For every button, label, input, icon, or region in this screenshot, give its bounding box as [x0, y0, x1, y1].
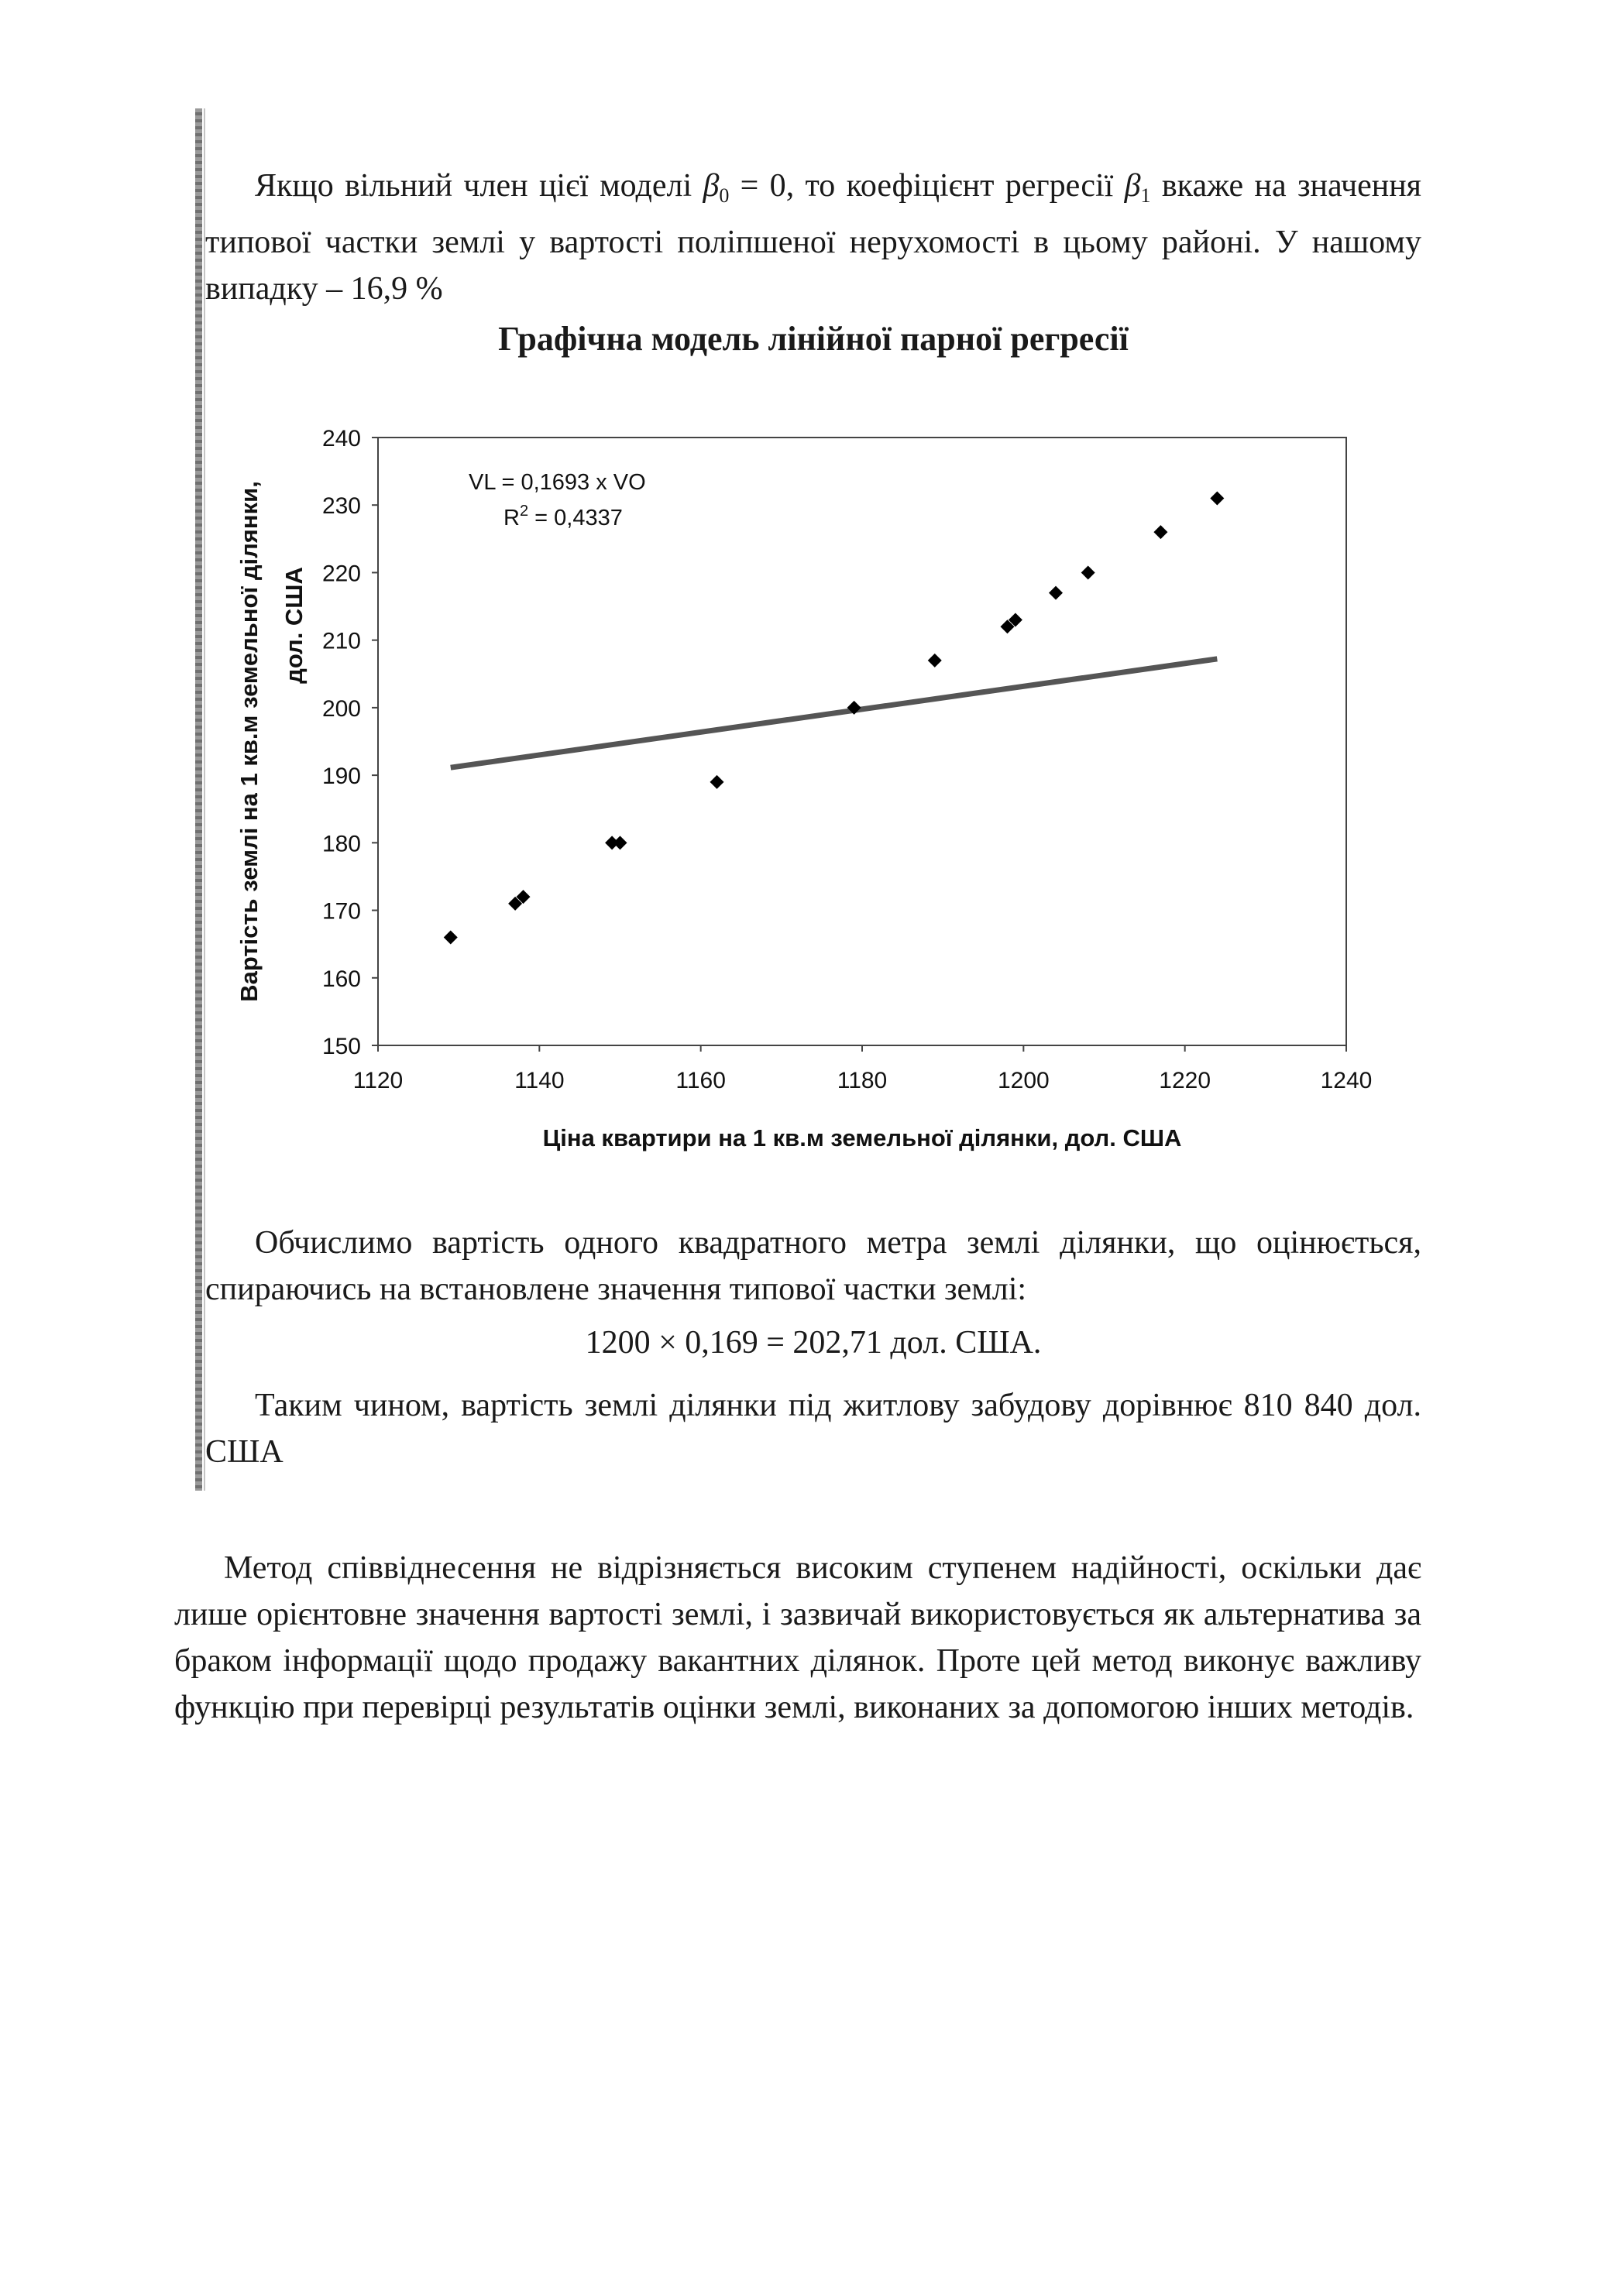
plot-area-border [378, 438, 1346, 1045]
y-tick-label: 160 [321, 966, 361, 992]
y-tick-label: 240 [321, 426, 361, 451]
paragraph-regression-coefficient [205, 163, 1421, 312]
paragraph-1-text-b: , то коефіцієнт регресії [785, 168, 1125, 204]
y-tick-label: 170 [321, 898, 361, 925]
paragraph-2-text: Обчислимо вартість одного квадратного метра землі ділянки, що оцінюється, спираючись на встановлене значення типової частки землі: [205, 1225, 1421, 1307]
margin-scan-bar [195, 108, 202, 1491]
chart-layer [235, 426, 1372, 1151]
paragraph-calculation-intro [205, 1220, 1421, 1313]
x-axis-label: Ціна квартири на 1 кв.м земельної ділянки, дол. США [542, 1124, 1182, 1151]
paragraph-conclusion [205, 1382, 1421, 1475]
beta0-formula: $\beta_0 = 0$ [703, 168, 786, 207]
r-squared-label: $R^2 = 0,4337$ [503, 503, 623, 530]
x-tick-label: 1120 [352, 1068, 404, 1093]
paragraph-method-assessment [174, 1545, 1421, 1731]
y-axis-label-line-1: Вартість землі на 1 кв.м земельної ділянки, [235, 481, 263, 1002]
beta1-formula: $\beta_1$ [1124, 168, 1151, 207]
y-tick-label: 150 [321, 1034, 361, 1059]
paragraph-3-text: Таким чином, вартість землі ділянки під житлову забудову дорівнює 810 840 дол. США [205, 1388, 1421, 1470]
y-tick-label: 210 [321, 628, 361, 654]
calculation-formula: 1200 × 0,169 = 202,71 дол. США. [585, 1325, 1042, 1361]
x-tick-label: 1180 [837, 1068, 888, 1093]
y-tick-label: 190 [321, 764, 361, 790]
x-tick-label: 1220 [1159, 1068, 1211, 1093]
y-tick-label: 200 [321, 695, 361, 722]
regression-equation: VL = 0,1693 x VO [469, 470, 646, 495]
paragraph-1-text-a: Якщо вільний член цієї моделі [255, 168, 703, 204]
y-tick-label: 230 [321, 493, 361, 520]
chart-title: Графічна модель лінійної парної регресії [498, 320, 1129, 358]
x-tick-label: 1200 [997, 1068, 1050, 1093]
y-tick-label: 180 [321, 831, 361, 857]
paragraph-4-text: Метод співвіднесення не відрізняється високим ступенем надійності, оскільки дає лише орієнтовне значення вартості землі, і зазвичай використовується як альтернатива за браком інформації щодо продажу вакантних ділянок. Проте цей метод виконує важливу функцію при перевірці результатів оцінки землі, виконаних за допомогою інших методів. [174, 1550, 1421, 1725]
x-tick-label: 1240 [1320, 1068, 1373, 1093]
y-tick-label: 220 [321, 561, 361, 587]
paragraph-1-text-c: вкаже на значення типової частки землі у вартості поліпшеної нерухомості в цьому районі. У нашому випадку – 16,9 % [205, 168, 1422, 307]
y-axis-label-line-2: дол. США [280, 567, 308, 684]
regression-chart [225, 410, 1387, 1177]
x-tick-label: 1140 [514, 1068, 565, 1093]
chart-svg [225, 410, 1387, 1177]
x-tick-label: 1160 [675, 1068, 726, 1093]
